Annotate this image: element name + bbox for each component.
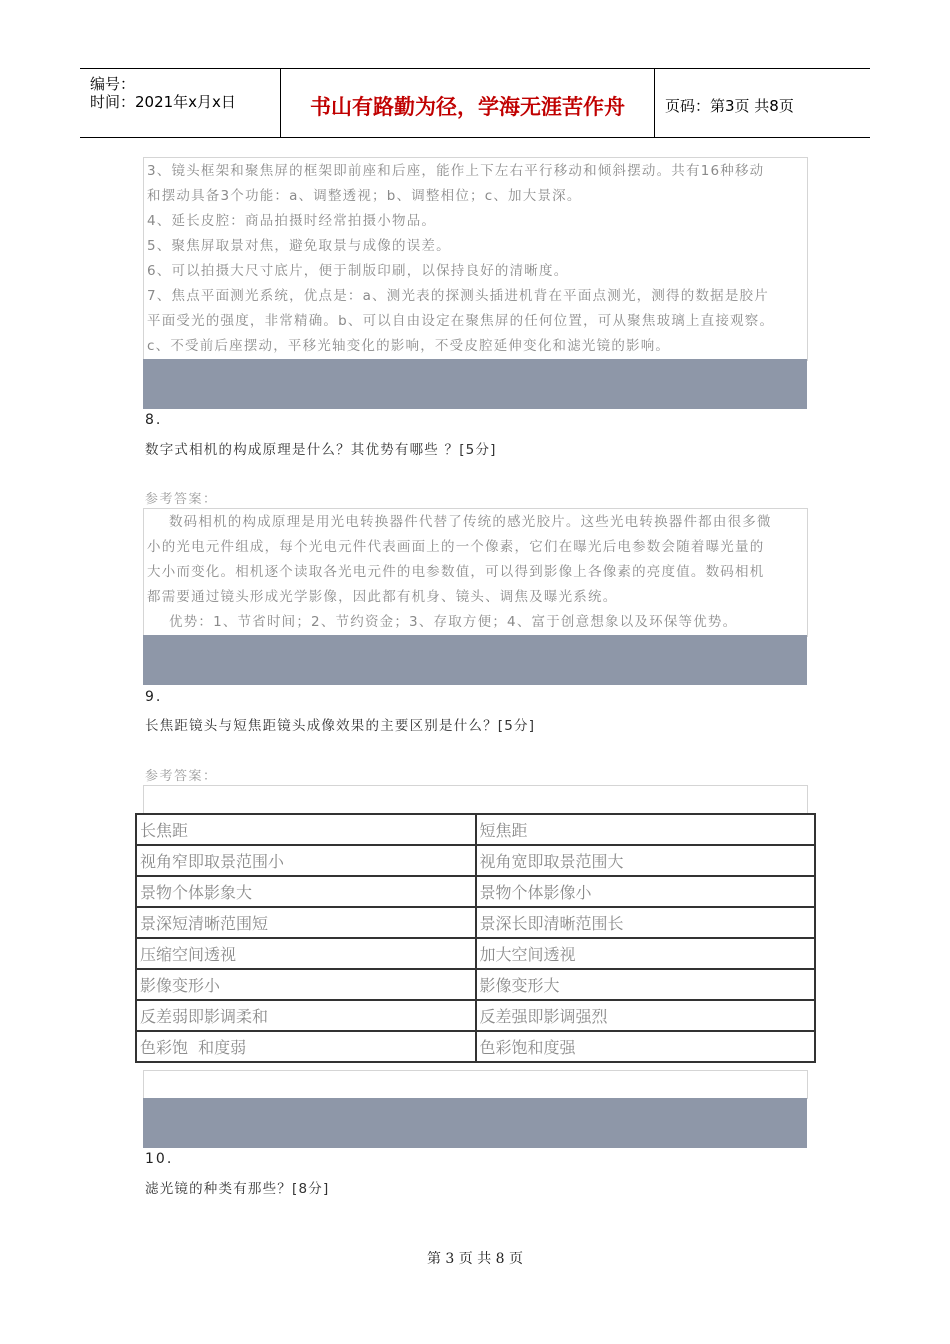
- table-cell: 景深短清晰范围短: [136, 907, 476, 938]
- answer-divider-bar: [143, 359, 807, 409]
- page-header: [80, 68, 870, 138]
- table-row: [136, 969, 815, 1000]
- answer-line: 数码相机的构成原理是用光电转换器件代替了传统的感光胶片。这些光电转换器件都由很多微: [147, 514, 772, 530]
- table-row: [136, 845, 815, 876]
- question-text: 数字式相机的构成原理是什么？其优势有哪些 ？[5分]: [145, 442, 497, 458]
- q8-answer-box: [143, 508, 808, 637]
- answer-line: 小的光电元件组成，每个光电元件代表画面上的一个像素，它们在曝光后电参数会随着曝光量的: [147, 539, 765, 555]
- question-text: 长焦距镜头与短焦距镜头成像效果的主要区别是什么？[5分]: [145, 718, 536, 734]
- header-right-cell: [655, 69, 870, 137]
- table-cell: 视角宽即取景范围大: [476, 845, 816, 876]
- answer-divider-bar: [143, 635, 807, 685]
- table-cell: 景物个体影象大: [136, 876, 476, 907]
- answer-line: c、不受前后座摆动，平移光轴变化的影响，不受皮腔延伸变化和滤光镜的影响。: [147, 338, 671, 354]
- table-cell: 短焦距: [476, 814, 816, 845]
- answer-line: 3、镜头框架和聚焦屏的框架即前座和后座，能作上下左右平行移动和倾斜摆动。共有16种移动: [147, 163, 765, 179]
- answer-line: 5、聚焦屏取景对焦，避免取景与成像的误差。: [147, 238, 451, 254]
- time-label: 时间：2021年x月x日: [90, 93, 236, 111]
- answer-line: 优势：1、节省时间；2、节约资金；3、存取方便；4、富于创意想象以及环保等优势。: [147, 614, 738, 630]
- question-number: 10.: [145, 1151, 174, 1167]
- table-row: [136, 876, 815, 907]
- table-row: [136, 907, 815, 938]
- answer-line: 和摆动具备3个功能：a、调整透视；b、调整相位；c、加大景深。: [147, 188, 582, 204]
- comparison-table: [135, 813, 816, 1063]
- table-row: [136, 814, 815, 845]
- table-cell: 压缩空间透视: [136, 938, 476, 969]
- answer-line: 大小而变化。相机逐个读取各光电元件的电参数值，可以得到影像上各像素的亮度值。数码相机: [147, 564, 765, 580]
- table-cell: 反差弱即影调柔和: [136, 1000, 476, 1031]
- table-cell: 视角窄即取景范围小: [136, 845, 476, 876]
- table-row: [136, 938, 815, 969]
- table-cell: 景物个体影像小: [476, 876, 816, 907]
- reference-answer-label: 参考答案：: [145, 492, 218, 507]
- question-text: 滤光镜的种类有那些？[8分]: [145, 1181, 330, 1197]
- motto: 书山有路勤为径，学海无涯苦作舟: [310, 94, 625, 119]
- table-cell: 长焦距: [136, 814, 476, 845]
- answer-line: 6、可以拍摄大尺寸底片，便于制版印刷，以保持良好的清晰度。: [147, 263, 569, 279]
- q7-answer-box: [143, 157, 808, 361]
- answer-divider-bar: [143, 1098, 807, 1148]
- table-cell: 影像变形大: [476, 969, 816, 1000]
- question-number: 9.: [145, 689, 163, 705]
- page-footer: 第 3 页 共 8 页: [426, 1251, 524, 1267]
- number-label: 编号：: [90, 75, 136, 93]
- answer-line: 都需要通过镜头形成光学影像，因此都有机身、镜头、调焦及曝光系统。: [147, 589, 618, 605]
- page-label: 页码：第3页 共8页: [665, 97, 794, 115]
- table-cell: 反差强即影调强烈: [476, 1000, 816, 1031]
- table-cell: 色彩饱和度强: [476, 1031, 816, 1062]
- q9-answer-box-top: [143, 785, 808, 814]
- table-cell: 影像变形小: [136, 969, 476, 1000]
- header-center-cell: [281, 69, 655, 137]
- table-cell: 色彩饱 和度弱: [136, 1031, 476, 1062]
- table-cell: 加大空间透视: [476, 938, 816, 969]
- header-left-cell: [80, 69, 281, 137]
- reference-answer-label: 参考答案：: [145, 769, 218, 784]
- answer-line: 7、焦点平面测光系统，优点是：a、测光表的探测头插进机背在平面点测光，测得的数据是胶片: [147, 288, 769, 304]
- question-number: 8.: [145, 412, 163, 428]
- table-row: [136, 1000, 815, 1031]
- q9-answer-box-bottom: [143, 1070, 808, 1099]
- table-cell: 景深长即清晰范围长: [476, 907, 816, 938]
- table-row: [136, 1031, 815, 1062]
- answer-line: 平面受光的强度，非常精确。b、可以自由设定在聚焦屏的任何位置，可从聚焦玻璃上直接观察。: [147, 313, 775, 329]
- answer-line: 4、延长皮腔：商品拍摄时经常拍摄小物品。: [147, 213, 437, 229]
